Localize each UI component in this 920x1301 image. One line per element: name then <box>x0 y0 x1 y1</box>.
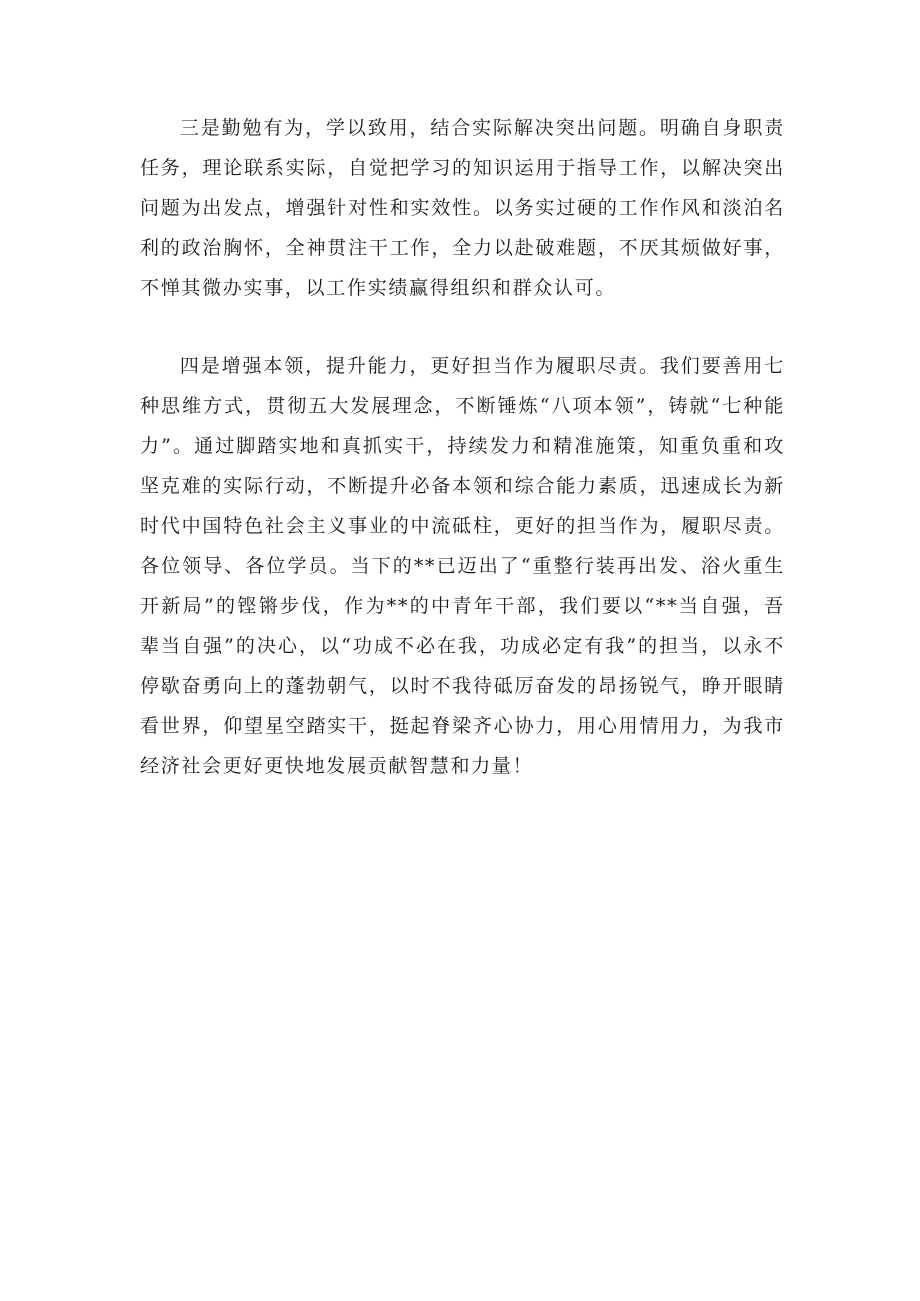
paragraph-diligence: 三是勤勉有为，学以致用，结合实际解决突出问题。明确自身职责任务，理论联系实际，自觉把学习的知识运用于指导工作，以解决突出问题为出发点，增强针对性和实效性。以务实过硬的工作作风和淡泊名利的政治胸怀，全神贯注干工作，全力以赴破难题，不厌其烦做好事，不惮其微办实事，以工作实绩赢得组织和群众认可。 <box>140 117 785 299</box>
paragraph-capability: 四是增强本领，提升能力，更好担当作为履职尽责。我们要善用七种思维方式，贯彻五大发展理念，不断锤炼“八项本领”，铸就“七种能力”。通过脚踏实地和真抓实干，持续发力和精准施策，知重负重和攻坚克难的实际行动，不断提升必备本领和综合能力素质，迅速成长为新时代中国特色社会主义事业的中流砥柱，更好的担当作为，履职尽责。各位领导、各位学员。当下的**已迈出了“重整行装再出发、浴火重生开新局”的铿锵步伐，作为**的中青年干部，我们要以“**当自强，吾辈当自强”的决心，以“功成不必在我，功成必定有我”的担当，以永不停歇奋勇向上的蓬勃朝气，以时不我待砥厉奋发的昂扬锐气，睁开眼睛看世界，仰望星空踏实干，挺起脊梁齐心协力，用心用情用力，为我市经济社会更好更快地发展贡献智慧和力量！ <box>140 355 785 777</box>
document-page <box>140 108 785 786</box>
